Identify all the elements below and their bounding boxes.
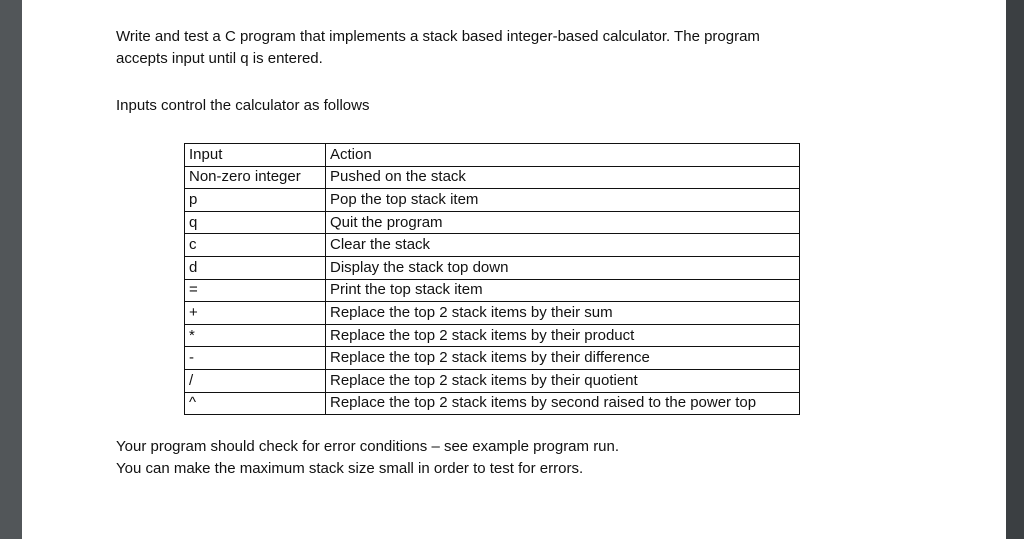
action-cell: Quit the program: [326, 211, 800, 234]
action-cell: Print the top stack item: [326, 279, 800, 302]
header-action: Action: [326, 144, 800, 167]
command-table: [184, 143, 800, 415]
table-row: [185, 324, 800, 347]
table-row: [185, 347, 800, 370]
action-cell: Pop the top stack item: [326, 189, 800, 212]
outro-line-2: You can make the maximum stack size small in order to test for errors.: [116, 460, 584, 477]
action-cell: Replace the top 2 stack items by their difference: [326, 347, 800, 370]
action-cell: Replace the top 2 stack items by their product: [326, 324, 800, 347]
table-row: [185, 369, 800, 392]
input-cell: *: [185, 324, 326, 347]
table-row: [185, 279, 800, 302]
input-cell: p: [185, 189, 326, 212]
action-cell: Clear the stack: [326, 234, 800, 257]
table-row: [185, 189, 800, 212]
header-input: Input: [185, 144, 326, 167]
action-cell: Replace the top 2 stack items by their quotient: [326, 369, 800, 392]
input-cell: d: [185, 256, 326, 279]
input-cell: Non-zero integer: [185, 166, 326, 189]
intro-line-2: accepts input until q is entered.: [116, 50, 323, 67]
table-row: [185, 302, 800, 325]
input-cell: -: [185, 347, 326, 370]
table-row: [185, 166, 800, 189]
table-row: [185, 234, 800, 257]
input-cell: ^: [185, 392, 326, 415]
action-cell: Replace the top 2 stack items by second raised to the power top: [326, 392, 800, 415]
inputs-heading: Inputs control the calculator as follows: [116, 97, 370, 114]
input-cell: q: [185, 211, 326, 234]
intro-line-1: Write and test a C program that implements a stack based integer-based calculator. The program: [116, 28, 760, 45]
table-row: [185, 392, 800, 415]
action-cell: Pushed on the stack: [326, 166, 800, 189]
outro-paragraph: [116, 436, 619, 480]
input-cell: /: [185, 369, 326, 392]
input-cell: c: [185, 234, 326, 257]
table-row: [185, 211, 800, 234]
intro-paragraph: [116, 26, 760, 70]
table-row: [185, 256, 800, 279]
action-cell: Display the stack top down: [326, 256, 800, 279]
input-cell: +: [185, 302, 326, 325]
viewer-right-edge: [1006, 0, 1024, 539]
action-cell: Replace the top 2 stack items by their sum: [326, 302, 800, 325]
table-header-row: [185, 144, 800, 167]
outro-line-1: Your program should check for error conditions – see example program run.: [116, 438, 620, 455]
input-cell: =: [185, 279, 326, 302]
